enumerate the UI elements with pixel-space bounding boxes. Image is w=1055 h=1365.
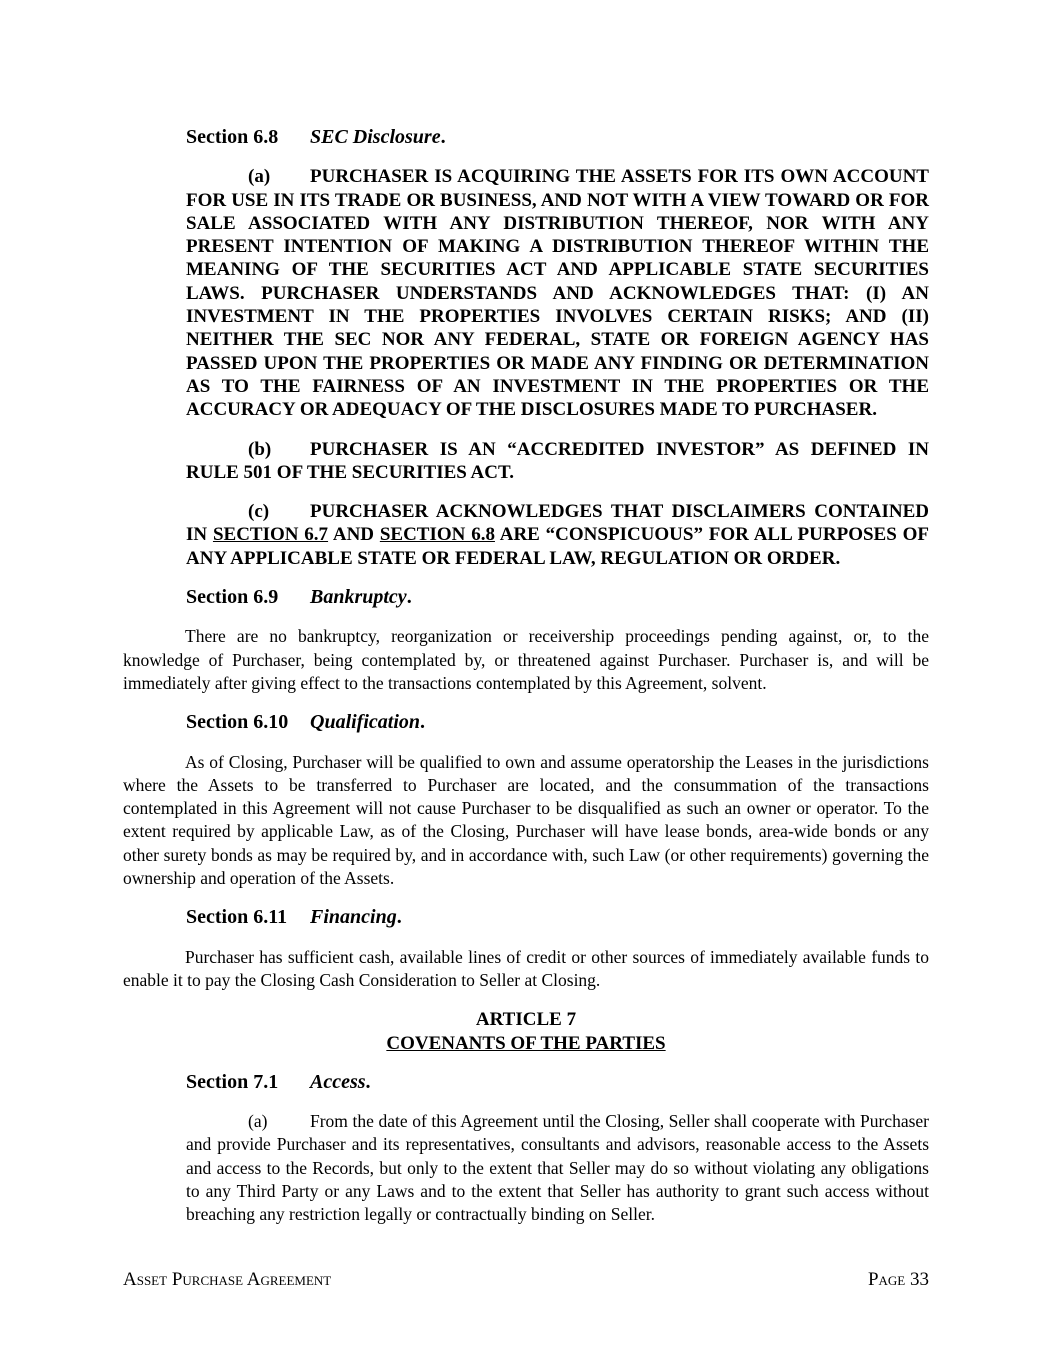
section-number: Section 7.1: [186, 1070, 279, 1093]
paragraph-6-9: [123, 625, 929, 695]
section-number: Section 6.11: [186, 906, 288, 929]
section-heading-6-10: [186, 711, 929, 734]
article-7-heading: [123, 1008, 929, 1055]
page-footer: [123, 1268, 929, 1291]
section-title: SEC Disclosure: [310, 126, 441, 148]
section-heading-6-11: [186, 906, 929, 929]
cross-reference: SECTION 6.8: [379, 524, 495, 546]
paragraph-text: PURCHASER IS AN “ACCREDITED INVESTOR” AS DEFINED IN RULE 501 OF THE SECURITIES ACT.: [186, 438, 929, 483]
paragraph-text: As of Closing, Purchaser will be qualified to own and assume operatorship the Leases in the jurisdictions where the Assets to be transferred to Purchaser are located, and the consummation of the transactions contemplated in this Agreement will not cause Purchaser to be disqualified as such an owner or operator. To the extent required by applicable Law, as of the Closing, Purchaser will have lease bonds, area-wide bonds or any other surety bonds as may be required by, and in accordance with, such Law (or other requirements) governing the ownership and operation of the Assets.: [123, 751, 929, 889]
paragraph-6-10: [123, 751, 929, 891]
section-heading-7-1: [186, 1071, 929, 1094]
section-title: Qualification: [310, 711, 421, 734]
section-number: Section 6.8: [186, 126, 279, 148]
document-content: [123, 126, 929, 1227]
section-title: Bankruptcy: [310, 586, 407, 609]
section-title-period: .: [440, 126, 446, 148]
list-marker-a: (a): [248, 1111, 268, 1132]
footer-page-number: Page 33: [867, 1269, 929, 1290]
paragraph-text: There are no bankruptcy, reorganization or receivership proceedings pending against, or, to the knowledge of Purchaser, being contemplated by, or threatened against Purchaser. Purchaser is, and will be immediately after giving effect to the transactions contemplated by this Agreement, solvent.: [123, 626, 929, 693]
text-segment: AND: [328, 524, 380, 546]
paragraph-text: PURCHASER IS ACQUIRING THE ASSETS FOR ITS OWN ACCOUNT FOR USE IN ITS TRADE OR BUSINESS, AND NOT WITH A VIEW TOWARD OR FOR SALE ASSOCIATED WITH ANY DISTRIBUTION THEREOF, NOR WITH ANY PRESENT INTENTION OF MAKING A DISTRIBUTION THEREOF WITHIN THE MEANING OF THE SECURITIES ACT AND APPLICABLE STATE SECURITIES LAWS. PURCHASER UNDERSTANDS AND ACKNOWLEDGES THAT: (I) AN INVESTMENT IN THE PROPERTIES INVOLVES CERTAIN RISKS; AND (II) NEITHER THE SEC NOR ANY FEDERAL, STATE OR FOREIGN AGENCY HAS PASSED UPON THE PROPERTIES OR MADE ANY FINDING OR DETERMINATION AS TO THE FAIRNESS OF AN INVESTMENT IN THE PROPERTIES OR THE ACCURACY OR ADEQUACY OF THE DISCLOSURES MADE TO PURCHASER.: [186, 166, 929, 421]
paragraph-6-8-b: [186, 438, 929, 485]
paragraph-6-11: [123, 946, 929, 993]
cross-reference: SECTION 6.7: [212, 524, 329, 546]
section-title: Financing: [310, 906, 397, 929]
text-segment: PURCHASER ACKNOWLEDGES THAT DISCLAIMERS CONTAINED IN: [186, 501, 929, 546]
section-title: Access: [310, 1070, 366, 1093]
list-marker-a: (a): [248, 166, 271, 188]
paragraph-7-1-a: [186, 1110, 929, 1226]
paragraph-6-8-c: [186, 500, 929, 570]
section-title-period: .: [365, 1070, 371, 1093]
footer-document-title: Asset Purchase Agreement: [123, 1269, 332, 1290]
paragraph-text: From the date of this Agreement until the Closing, Seller shall cooperate with Purchaser and provide Purchaser and its representatives, consultants and advisors, reasonable access to the Assets and access to the Records, but only to the extent that Seller may do so without violating any obligations to any Third Party or any Laws and to the extent that Seller has authority to grant such access without breaching any restriction legally or contractually binding on Seller.: [186, 1111, 929, 1225]
section-number: Section 6.9: [186, 586, 279, 609]
article-number: ARTICLE 7: [475, 1009, 577, 1031]
section-title-period: .: [406, 586, 412, 609]
section-number: Section 6.10: [186, 711, 289, 734]
section-title-period: .: [396, 906, 402, 929]
paragraph-text: Purchaser has sufficient cash, available lines of credit or other sources of immediately available funds to enable it to pay the Closing Cash Consideration to Seller at Closing.: [123, 946, 929, 990]
section-title-period: .: [420, 711, 426, 734]
list-marker-b: (b): [248, 438, 272, 460]
article-title: COVENANTS OF THE PARTIES: [386, 1032, 666, 1054]
text-segment: ARE “CONSPICUOUS” FOR ALL PURPOSES OF ANY APPLICABLE STATE OR FEDERAL LAW, REGULATION OR ORDER.: [186, 524, 929, 569]
section-heading-6-9: [186, 586, 929, 609]
section-heading-6-8: [186, 126, 929, 149]
list-marker-c: (c): [248, 501, 270, 523]
paragraph-6-8-a: [186, 165, 929, 421]
